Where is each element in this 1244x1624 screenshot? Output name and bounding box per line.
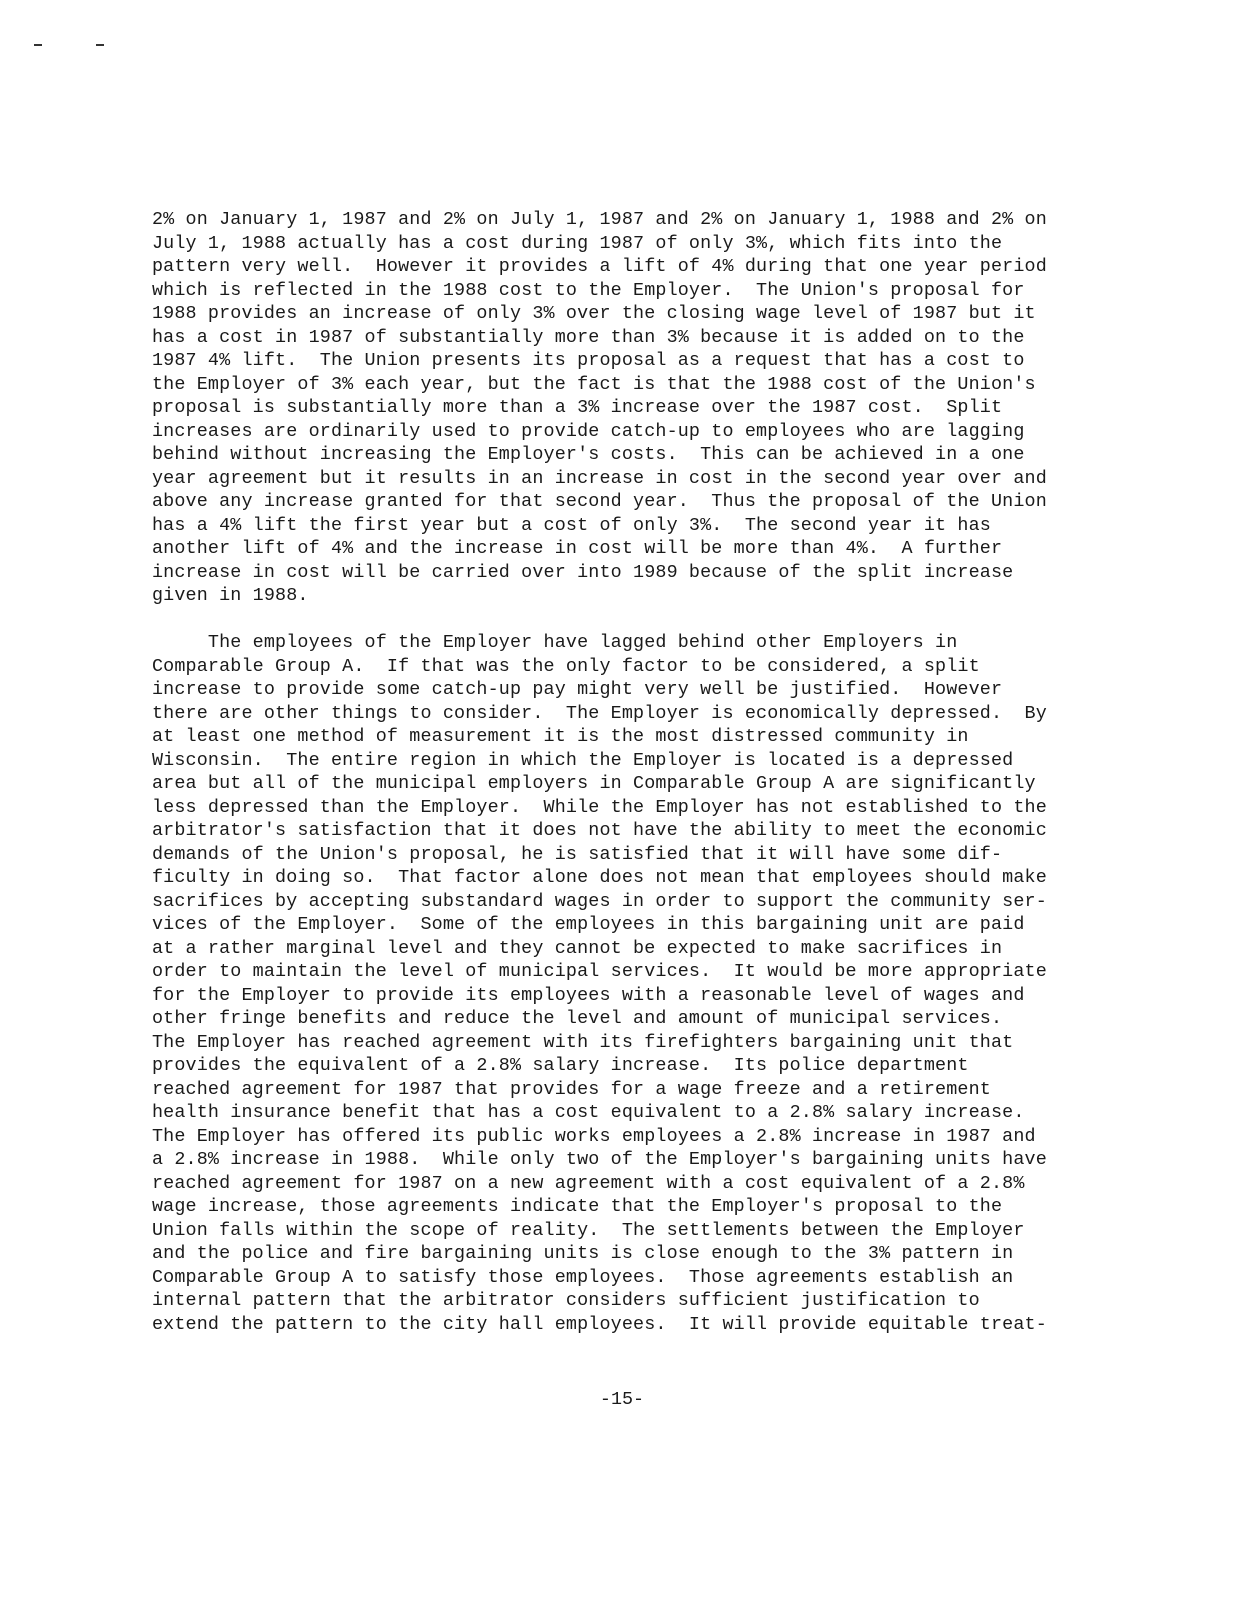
text-line: 1987 4% lift. The Union presents its proposal as a request that has a cost to <box>152 350 1025 371</box>
text-line: given in 1988. <box>152 585 309 606</box>
text-line: internal pattern that the arbitrator considers sufficient justification to <box>152 1290 980 1311</box>
text-line: at least one method of measurement it is the most distressed community in <box>152 726 969 747</box>
text-line: The Employer has reached agreement with its firefighters bargaining unit that <box>152 1031 1014 1053</box>
text-line: Comparable Group A. If that was the only factor to be considered, a split <box>152 655 980 677</box>
text-line: year agreement but it results in an increase in cost in the second year over and <box>152 467 1047 489</box>
text-line: for the Employer to provide its employees with a reasonable level of wages and <box>152 984 1025 1006</box>
text-line: 1988 provides an increase of only 3% over the closing wage level of 1987 but it <box>152 303 1036 324</box>
text-line: area but all of the municipal employers in Comparable Group A are significantly <box>152 773 1036 794</box>
text-line: wage increase, those agreements indicate that the Employer's proposal to the <box>152 1196 1003 1217</box>
text-line: The Employer has offered its public works employees a 2.8% increase in 1987 and <box>152 1125 1036 1147</box>
page-number: -15- <box>599 1389 645 1410</box>
text-line: increases are ordinarily used to provide catch-up to employees who are lagging <box>152 420 1025 442</box>
text-line: behind without increasing the Employer's costs. This can be achieved in a one <box>152 444 1025 465</box>
text-line: arbitrator's satisfaction that it does not have the ability to meet the economic <box>152 820 1047 841</box>
text-line: health insurance benefit that has a cost equivalent to a 2.8% salary increase. <box>152 1102 1025 1123</box>
text-line: has a cost in 1987 of substantially more than 3% because it is added on to the <box>152 326 1025 348</box>
text-line: pattern very well. However it provides a lift of 4% during that one year period <box>152 256 1047 277</box>
text-line: 2% on January 1, 1987 and 2% on July 1, 1987 and 2% on January 1, 1988 and 2% on <box>152 209 1047 230</box>
text-line: a 2.8% increase in 1988. While only two of the Employer's bargaining units have <box>152 1149 1047 1170</box>
text-line: there are other things to consider. The Employer is economically depressed. By <box>152 702 1047 724</box>
text-line: proposal is substantially more than a 3% increase over the 1987 cost. Split <box>152 397 1003 418</box>
text-line: sacrifices by accepting substandard wages in order to support the community ser- <box>152 890 1047 912</box>
paragraph-spacer <box>152 608 1082 632</box>
text-line: reached agreement for 1987 on a new agreement with a cost equivalent of a 2.8% <box>152 1172 1025 1194</box>
text-line: extend the pattern to the city hall employees. It will provide equitable treat- <box>152 1313 1047 1335</box>
text-line: at a rather marginal level and they cannot be expected to make sacrifices in <box>152 937 1003 959</box>
text-line: vices of the Employer. Some of the employees in this bargaining unit are paid <box>152 914 1025 935</box>
text-line: above any increase granted for that second year. Thus the proposal of the Union <box>152 491 1047 512</box>
text-line: The employees of the Employer have lagged behind other Employers in <box>152 632 958 653</box>
text-line: other fringe benefits and reduce the level and amount of municipal services. <box>152 1008 1003 1029</box>
text-line: provides the equivalent of a 2.8% salary increase. Its police department <box>152 1055 969 1076</box>
text-line: increase in cost will be carried over into 1989 because of the split increase <box>152 561 1014 583</box>
paragraph-1 <box>152 208 1082 608</box>
body-text <box>152 208 1082 1336</box>
text-line: increase to provide some catch-up pay might very well be justified. However <box>152 679 1003 700</box>
text-line: order to maintain the level of municipal services. It would be more appropriate <box>152 961 1047 982</box>
text-line: July 1, 1988 actually has a cost during 1987 of only 3%, which fits into the <box>152 232 1003 254</box>
text-line: Comparable Group A to satisfy those employees. Those agreements establish an <box>152 1266 1014 1288</box>
text-line: demands of the Union's proposal, he is satisfied that it will have some dif- <box>152 843 1003 865</box>
text-line: which is reflected in the 1988 cost to the Employer. The Union's proposal for <box>152 279 1025 301</box>
text-line: ficulty in doing so. That factor alone does not mean that employees should make <box>152 867 1047 888</box>
text-line: reached agreement for 1987 that provides for a wage freeze and a retirement <box>152 1078 991 1100</box>
paragraph-2 <box>152 631 1082 1336</box>
text-line: and the police and fire bargaining units is close enough to the 3% pattern in <box>152 1243 1014 1264</box>
text-line: has a 4% lift the first year but a cost of only 3%. The second year it has <box>152 514 991 536</box>
text-line: less depressed than the Employer. While the Employer has not established to the <box>152 796 1047 818</box>
text-line: Union falls within the scope of reality. The settlements between the Employer <box>152 1219 1025 1241</box>
text-line: another lift of 4% and the increase in cost will be more than 4%. A further <box>152 538 1003 559</box>
text-line: the Employer of 3% each year, but the fact is that the 1988 cost of the Union's <box>152 373 1036 395</box>
text-line: Wisconsin. The entire region in which the Employer is located is a depressed <box>152 749 1014 771</box>
scan-artifact-mark <box>96 44 104 46</box>
scan-artifact-mark <box>34 44 42 46</box>
